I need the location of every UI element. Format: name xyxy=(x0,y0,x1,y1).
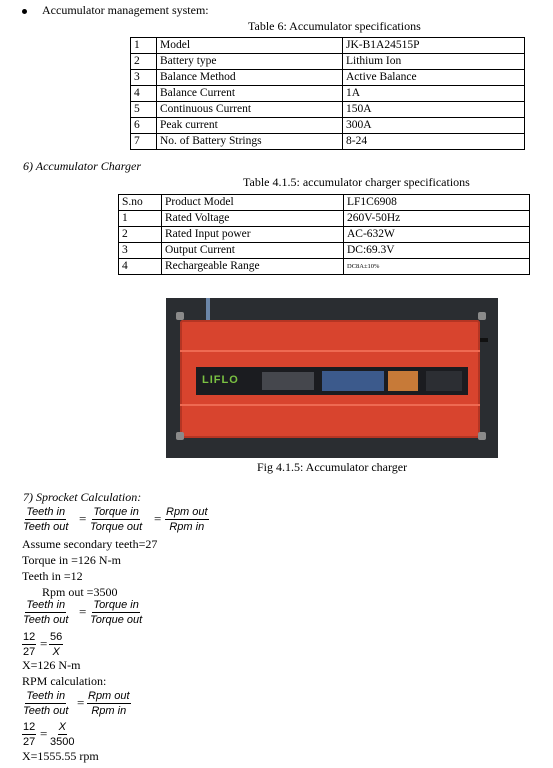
result-torque: X=126 N-m xyxy=(22,658,81,672)
fraction-numeric: $\frac{X}{3500}$ xyxy=(50,721,75,748)
fraction-rpm: Rpm out Rpm in xyxy=(88,690,130,717)
table-cell: 2 xyxy=(119,227,162,243)
table-cell: DC:69.3V xyxy=(344,243,530,259)
table-cell: 5 xyxy=(131,102,157,118)
rpm-line: Rpm out =3500 xyxy=(42,585,118,599)
table-cell: Lithium Ion xyxy=(343,54,525,70)
table-cell: 3 xyxy=(119,243,162,259)
table-cell: Product Model xyxy=(162,195,344,211)
table-row xyxy=(131,102,525,118)
fraction-torque: Torque in Torque out xyxy=(90,506,143,533)
torque-line: Torque in =126 N-m xyxy=(22,553,121,567)
teeth-line: Teeth in =12 xyxy=(22,569,83,583)
table-cell: 150A xyxy=(343,102,525,118)
table-cell: AC-632W xyxy=(344,227,530,243)
table-row xyxy=(119,211,530,227)
table-cell: 2 xyxy=(131,54,157,70)
table-row xyxy=(119,195,530,211)
charger-cable xyxy=(206,298,210,322)
fraction-numeric: $\frac{12}{27}$ xyxy=(23,631,36,658)
table-cell: No. of Battery Strings xyxy=(157,134,343,150)
table-cell: Output Current xyxy=(162,243,344,259)
charger-table-caption: Table 4.1.5: accumulator charger specifications xyxy=(243,175,470,189)
assumption-line: Assume secondary teeth=27 xyxy=(22,537,158,551)
bms-spec-table xyxy=(130,37,525,150)
charger-photo xyxy=(166,298,498,458)
table-cell: Peak current xyxy=(157,118,343,134)
table-row xyxy=(131,134,525,150)
table-cell: 6 xyxy=(131,118,157,134)
table-cell: 7 xyxy=(131,134,157,150)
liflo-logo: LIFLO xyxy=(202,374,239,386)
table-row xyxy=(119,227,530,243)
table-cell: Model xyxy=(157,38,343,54)
table-cell: S.no xyxy=(119,195,162,211)
result-rpm: X=1555.55 rpm xyxy=(22,749,99,763)
table-row xyxy=(119,259,530,275)
table-cell: Active Balance xyxy=(343,70,525,86)
charger-label-plate xyxy=(196,367,468,395)
rpm-calculation-heading: RPM calculation: xyxy=(22,674,107,688)
sprocket-heading: 7) Sprocket Calculation: xyxy=(23,490,142,504)
table-cell: 1 xyxy=(119,211,162,227)
table-cell: 4 xyxy=(131,86,157,102)
fraction-rpm: Rpm out Rpm in xyxy=(166,506,208,533)
fraction-teeth: Teeth in Teeth out xyxy=(23,690,69,717)
fraction-numeric: $\frac{12}{27}$ xyxy=(23,721,36,748)
table-cell: Battery type xyxy=(157,54,343,70)
table-row xyxy=(131,38,525,54)
table-cell: Balance Current xyxy=(157,86,343,102)
table-row xyxy=(131,118,525,134)
fraction-torque: Torque in Torque out xyxy=(90,599,143,626)
charger-heading: 6) Accumulator Charger xyxy=(23,159,141,173)
table-cell: 260V-50Hz xyxy=(344,211,530,227)
table-cell: JK-B1A24515P xyxy=(343,38,525,54)
table-row xyxy=(131,86,525,102)
charger-body xyxy=(180,320,480,438)
table-row xyxy=(131,54,525,70)
fraction-teeth: Teeth in Teeth out xyxy=(23,506,69,533)
table-cell: DC8A±10% xyxy=(344,259,530,275)
table-cell: 1 xyxy=(131,38,157,54)
table-cell: Rechargeable Range xyxy=(162,259,344,275)
table-cell: Continuous Current xyxy=(157,102,343,118)
bms-table-caption: Table 6: Accumulator specifications xyxy=(248,19,421,33)
bms-heading: Accumulator management system: xyxy=(42,3,209,17)
table-cell: Rated Voltage xyxy=(162,211,344,227)
table-cell: 300A xyxy=(343,118,525,134)
table-cell: Balance Method xyxy=(157,70,343,86)
table-row xyxy=(131,70,525,86)
fraction-teeth: Teeth in Teeth out xyxy=(23,599,69,626)
figure-caption: Fig 4.1.5: Accumulator charger xyxy=(257,460,408,474)
table-cell: LF1C6908 xyxy=(344,195,530,211)
table-cell: 1A xyxy=(343,86,525,102)
table-cell: 4 xyxy=(119,259,162,275)
table-cell: 8-24 xyxy=(343,134,525,150)
table-cell: 3 xyxy=(131,70,157,86)
charger-spec-table xyxy=(118,194,530,275)
table-cell: Rated Input power xyxy=(162,227,344,243)
fraction-numeric: $\frac{56}{X}$ xyxy=(50,631,63,658)
bullet-point xyxy=(22,9,27,14)
table-row xyxy=(119,243,530,259)
